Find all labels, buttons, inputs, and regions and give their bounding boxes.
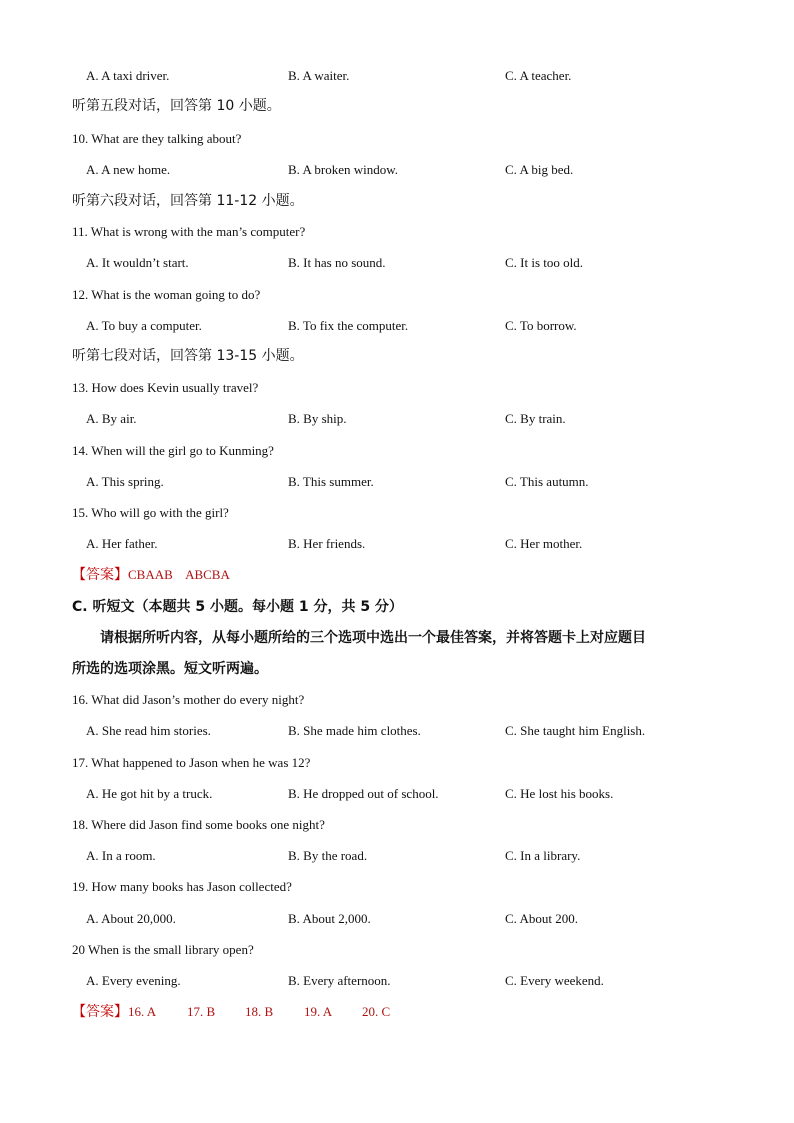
answer-item: 19. A (304, 1004, 333, 1019)
q19-option-c: C. About 200. (505, 911, 578, 926)
q15-question: 15. Who will go with the girl? (72, 505, 229, 520)
q15-option-a: A. Her father. (86, 536, 158, 551)
q11-option-c: C. It is too old. (505, 255, 584, 270)
q19-option-b: B. About 2,000. (288, 911, 371, 926)
q16-option-c: C. She taught him English. (505, 723, 646, 738)
section5-heading: 听第五段对话，回答第 10 小题。 (72, 98, 281, 114)
answer-item: 18. B (245, 1004, 274, 1019)
q18-question: 18. Where did Jason find some books one night? (72, 817, 325, 832)
q20-option-a: A. Every evening. (86, 973, 181, 988)
q9-option-c: C. A teacher. (505, 68, 572, 83)
q12-option-b: B. To fix the computer. (288, 318, 409, 333)
q17-question: 17. What happened to Jason when he was 12? (72, 755, 311, 770)
q11-question: 11. What is wrong with the man’s computer? (72, 224, 306, 239)
q9-option-a: A. A taxi driver. (86, 68, 170, 83)
answer-item: 17. B (187, 1004, 216, 1019)
q10-option-c: C. A big bed. (505, 162, 574, 177)
section7-heading: 听第七段对话，回答第 13-15 小题。 (72, 348, 304, 364)
q13-option-a: A. By air. (86, 411, 137, 426)
q15-option-c: C. Her mother. (505, 536, 583, 551)
q18-option-c: C. In a library. (505, 848, 581, 863)
q14-option-c: C. This autumn. (505, 474, 589, 489)
q18-option-b: B. By the road. (288, 848, 368, 863)
q11-option-b: B. It has no sound. (288, 255, 386, 270)
part-c-title: C. 听短文（本题共 5 小题。每小题 1 分，共 5 分） (72, 599, 403, 615)
q18-option-a: A. In a room. (86, 848, 156, 863)
answer-key-2 (72, 1003, 390, 1021)
q17-option-c: C. He lost his books. (505, 786, 614, 801)
q15-option-b: B. Her friends. (288, 536, 366, 551)
q12-question: 12. What is the woman going to do? (72, 287, 261, 302)
section6-heading: 听第六段对话，回答第 11-12 小题。 (72, 193, 304, 209)
q20-question: 20 When is the small library open? (72, 942, 254, 957)
answer-label: 【答案】 (72, 1004, 128, 1020)
q17-option-b: B. He dropped out of school. (288, 786, 439, 801)
q11-option-a: A. It wouldn’t start. (86, 255, 189, 270)
q17-option-a: A. He got hit by a truck. (86, 786, 213, 801)
q9-option-b: B. A waiter. (288, 68, 350, 83)
q10-option-b: B. A broken window. (288, 162, 399, 177)
q10-question: 10. What are they talking about? (72, 131, 242, 146)
q12-option-a: A. To buy a computer. (86, 318, 202, 333)
q13-option-c: C. By train. (505, 411, 566, 426)
q16-question: 16. What did Jason’s mother do every night? (72, 692, 305, 707)
q16-option-b: B. She made him clothes. (288, 723, 421, 738)
answer-item: 16. A (128, 1004, 157, 1019)
answer-item: 20. C (362, 1004, 391, 1019)
q13-question: 13. How does Kevin usually travel? (72, 380, 259, 395)
q14-question: 14. When will the girl go to Kunming? (72, 443, 274, 458)
q20-option-b: B. Every afternoon. (288, 973, 391, 988)
q10-option-a: A. A new home. (86, 162, 171, 177)
answer-key-1 (72, 566, 230, 584)
q19-option-a: A. About 20,000. (86, 911, 176, 926)
answer-label: 【答案】 (72, 567, 128, 583)
answer-text: CBAAB ABCBA (128, 567, 230, 582)
q13-option-b: B. By ship. (288, 411, 347, 426)
part-c-instruction-line1: 请根据所听内容，从每小题所给的三个选项中选出一个最佳答案，并将答题卡上对应题目 (100, 630, 646, 646)
part-c-instruction-line2: 所选的选项涂黑。短文听两遍。 (72, 661, 268, 677)
q14-option-b: B. This summer. (288, 474, 374, 489)
q14-option-a: A. This spring. (86, 474, 164, 489)
q19-question: 19. How many books has Jason collected? (72, 879, 292, 894)
q20-option-c: C. Every weekend. (505, 973, 604, 988)
q12-option-c: C. To borrow. (505, 318, 577, 333)
q16-option-a: A. She read him stories. (86, 723, 211, 738)
